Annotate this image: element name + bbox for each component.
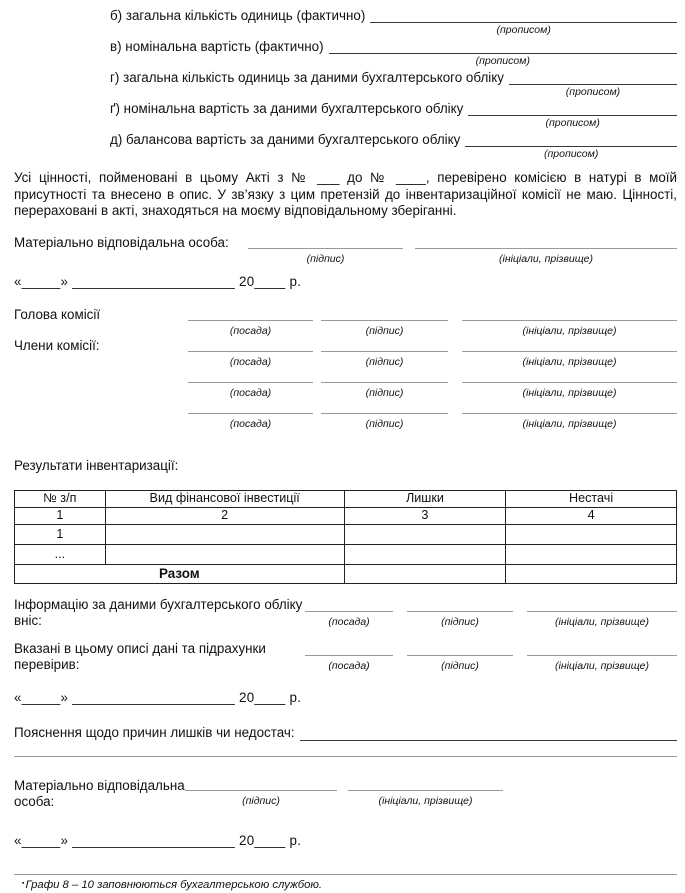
caption-pidpys: (підпис) — [441, 659, 479, 672]
signature-line-initsialy — [462, 413, 677, 431]
signature-line-pidpys — [321, 413, 448, 431]
signature-line-pidpys — [321, 382, 448, 400]
caption-posada: (посада) — [328, 659, 370, 672]
form-item-d — [110, 132, 677, 163]
signature-line-pidpys — [321, 320, 448, 338]
col-number: 1 — [15, 507, 106, 524]
caption-pidpys: (підпис) — [365, 386, 404, 399]
footnote — [14, 879, 677, 891]
commission-section — [14, 307, 677, 431]
signature-line-pidpys — [321, 351, 448, 369]
empty-cell — [105, 544, 344, 564]
col-number: 3 — [344, 507, 506, 524]
caption-initsialy: (ініціали, прізвище) — [554, 659, 650, 672]
signature-line-posada — [188, 351, 313, 369]
signature-line-pidpys — [185, 790, 337, 824]
caption-posada: (посада) — [229, 386, 272, 399]
empty-cell — [506, 564, 677, 583]
caption-pidpys: (підпис) — [441, 615, 479, 628]
empty-cell — [506, 524, 677, 544]
caption-initsialy: (ініціали, прізвище) — [378, 794, 473, 807]
attestation-paragraph: Усі цінності, пойменовані в цьому Акті з № ___ до № ____, перевірено комісією в натурі в моїй присутності та внесено в опис. У зв’язку з цим претензій до інвентаризаційної комісії не маю. Цінності, перераховані в акті, знаходяться на моєму відповідальному зберіганні. — [14, 170, 677, 219]
caption-propysom: (прописом) — [565, 86, 621, 98]
form-item-v — [110, 39, 677, 70]
signature-line-posada — [188, 413, 313, 431]
caption-pidpys: (підпис) — [306, 252, 345, 265]
signature-line-posada — [188, 382, 313, 400]
date-line: «_____» _____________________ 20____ р. — [14, 273, 302, 289]
fill-in-line — [465, 132, 677, 160]
caption-pidpys: (підпис) — [242, 794, 280, 807]
fill-in-line-continuation — [14, 756, 677, 757]
signature-line-pidpys — [407, 611, 513, 637]
signature-line-pidpys — [407, 655, 513, 681]
responsible-person-row — [14, 235, 677, 265]
commission-head-label: Голова комісії — [14, 306, 101, 322]
signature-line-posada — [188, 320, 313, 338]
responsible-person-label: Матеріально відповідальна особа: — [14, 777, 185, 810]
caption-initsialy: (ініціали, прізвище) — [554, 615, 650, 628]
col-header-num: № з/п — [15, 490, 106, 507]
caption-posada: (посада) — [229, 324, 272, 337]
responsible-person-label: Матеріально відповідальна особа: — [14, 234, 229, 250]
col-header-type: Вид фінансової інвестиції — [105, 490, 344, 507]
signature-line-posada — [305, 611, 393, 637]
table-total-row — [15, 564, 677, 583]
signature-line-initsialy — [527, 611, 677, 637]
caption-propysom: (прописом) — [475, 55, 530, 67]
row-num-cell: 1 — [15, 524, 106, 544]
commission-member-row — [14, 338, 677, 369]
top-items-section — [14, 8, 677, 163]
caption-propysom: (прописом) — [496, 24, 551, 36]
caption-pidpys: (підпис) — [365, 355, 404, 368]
caption-pidpys: (підпис) — [365, 417, 404, 430]
caption-propysom: (прописом) — [543, 148, 599, 160]
col-number: 2 — [105, 507, 344, 524]
caption-initsialy: (ініціали, прізвище) — [522, 417, 617, 430]
signature-line-pidpys — [248, 248, 403, 265]
table-row — [15, 544, 677, 564]
form-item-h — [110, 70, 677, 101]
signature-line-initsialy — [348, 790, 503, 824]
results-title: Результати інвентаризації: — [14, 457, 179, 473]
commission-empty-label — [14, 400, 188, 431]
col-header-shortage: Нестачі — [506, 490, 677, 507]
table-header-row — [15, 490, 677, 507]
form-item-label: д) балансова вартість за даними бухгалтерського обліку — [110, 132, 461, 147]
fill-in-line — [509, 70, 677, 98]
signature-line-posada — [305, 655, 393, 681]
form-item-label: ґ) номінальна вартість за даними бухгалтерського обліку — [110, 101, 464, 116]
caption-initsialy: (ініціали, прізвище) — [522, 324, 617, 337]
caption-posada: (посада) — [328, 615, 370, 628]
fill-in-line — [300, 725, 677, 741]
fill-in-line — [370, 8, 677, 36]
responsible-person-row-2 — [14, 778, 677, 824]
caption-initsialy: (ініціали, прізвище) — [498, 252, 594, 265]
signature-line-initsialy — [462, 382, 677, 400]
col-header-surplus: Лишки — [344, 490, 506, 507]
caption-posada: (посада) — [229, 355, 272, 368]
date-line: «_____» _____________________ 20____ р. — [14, 689, 302, 705]
footnote-divider — [14, 874, 677, 875]
empty-cell — [344, 544, 506, 564]
accounting-signatures-section — [14, 597, 677, 681]
form-item-g — [110, 101, 677, 132]
footnote-marker-icon: ▪ — [22, 879, 25, 887]
signature-line-initsialy — [462, 320, 677, 338]
empty-cell — [506, 544, 677, 564]
date-line: «_____» _____________________ 20____ р. — [14, 832, 302, 848]
signature-line-initsialy — [462, 351, 677, 369]
form-item-label: г) загальна кількість одиниць за даними бухгалтерського обліку — [110, 70, 504, 85]
form-item-b — [110, 8, 677, 39]
table-row — [15, 524, 677, 544]
commission-member-row — [14, 400, 677, 431]
commission-member-row — [14, 369, 677, 400]
caption-initsialy: (ініціали, прізвище) — [522, 386, 617, 399]
empty-cell — [105, 524, 344, 544]
commission-empty-label — [14, 369, 188, 400]
signature-line-initsialy — [415, 248, 677, 265]
commission-members-label: Члени комісії: — [14, 337, 100, 353]
results-table — [14, 490, 677, 584]
col-number: 4 — [506, 507, 677, 524]
caption-posada: (посада) — [229, 417, 272, 430]
info-entered-row — [14, 597, 677, 637]
signature-line-initsialy — [527, 655, 677, 681]
total-label-cell: Разом — [15, 564, 345, 583]
explanation-row — [14, 725, 677, 741]
table-colnum-row — [15, 507, 677, 524]
form-item-label: б) загальна кількість одиниць (фактично) — [110, 8, 366, 23]
fill-in-line — [468, 101, 677, 129]
caption-propysom: (прописом) — [545, 117, 600, 129]
fill-in-line — [329, 39, 677, 67]
empty-cell — [344, 524, 506, 544]
info-checked-row — [14, 641, 677, 681]
form-item-label: в) номінальна вартість (фактично) — [110, 39, 324, 54]
row-num-cell: ... — [15, 544, 106, 564]
explanation-label: Пояснення щодо причин лишків чи недостач: — [14, 724, 295, 740]
info-checked-label: Вказані в цьому описі дані та підрахунки перевірив: — [14, 640, 266, 673]
caption-initsialy: (ініціали, прізвище) — [522, 355, 617, 368]
info-entered-label: Інформацію за даними бухгалтерського обліку вніс: — [14, 596, 303, 629]
empty-cell — [344, 564, 506, 583]
commission-head-row — [14, 307, 677, 338]
footnote-text: Графи 8 – 10 заповнюються бухгалтерською службою. — [25, 878, 323, 891]
caption-pidpys: (підпис) — [365, 324, 404, 337]
